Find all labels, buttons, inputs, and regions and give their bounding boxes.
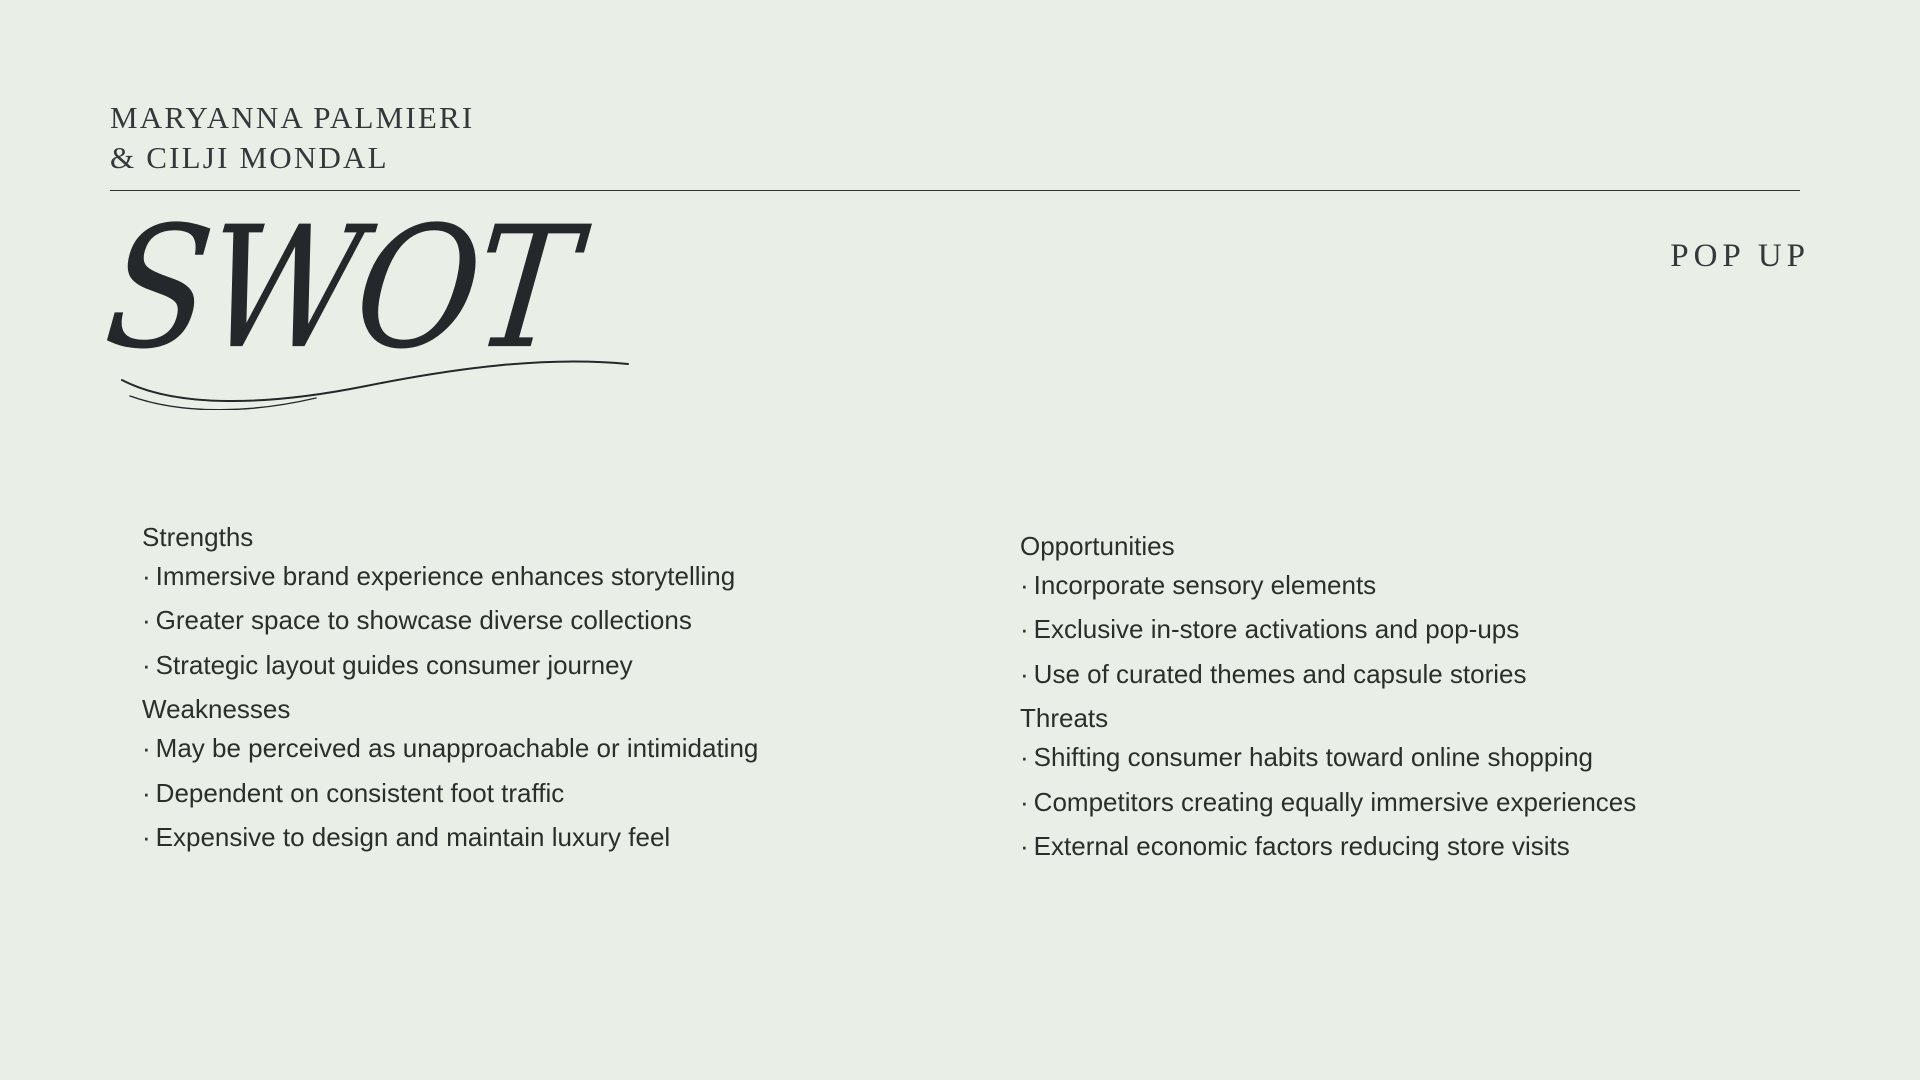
group-heading: Weaknesses bbox=[142, 694, 291, 725]
list-item bbox=[1020, 657, 1880, 692]
list-item bbox=[142, 776, 880, 811]
list-item-text: Expensive to design and maintain luxury feel bbox=[155, 821, 671, 852]
list-item bbox=[142, 731, 880, 766]
swot-column-left bbox=[0, 520, 880, 873]
list-item-text: Immersive brand experience enhances storytelling bbox=[155, 561, 736, 592]
list-item bbox=[1020, 612, 1880, 647]
bullet-dot-icon: · bbox=[142, 561, 151, 592]
bullet-dot-icon: · bbox=[142, 649, 151, 680]
list-item bbox=[142, 603, 880, 638]
page-title: SWOT bbox=[97, 191, 583, 387]
swot-group-weaknesses bbox=[142, 692, 880, 855]
bullet-dot-icon: · bbox=[1020, 786, 1029, 817]
list-item-text: Competitors creating equally immersive experiences bbox=[1033, 786, 1637, 817]
list-item bbox=[1020, 740, 1880, 775]
group-heading: Strengths bbox=[142, 522, 254, 552]
list-item-text: Dependent on consistent foot traffic bbox=[155, 777, 565, 808]
bullet-dot-icon: · bbox=[142, 821, 151, 852]
group-heading: Opportunities bbox=[1020, 531, 1175, 561]
list-item-text: Exclusive in-store activations and pop-ups bbox=[1033, 614, 1520, 645]
group-heading: Threats bbox=[1020, 703, 1109, 734]
author-line-1: MARYANNA PALMIERI bbox=[110, 100, 475, 135]
list-item-text: Strategic layout guides consumer journey bbox=[155, 649, 633, 680]
swot-group-opportunities bbox=[1020, 529, 1880, 692]
list-item-text: Incorporate sensory elements bbox=[1033, 570, 1377, 601]
bullet-dot-icon: · bbox=[1020, 742, 1029, 773]
list-item-text: External economic factors reducing store visits bbox=[1033, 830, 1570, 861]
bullet-dot-icon: · bbox=[1020, 614, 1029, 645]
list-item bbox=[1020, 785, 1880, 820]
bullet-dot-icon: · bbox=[142, 777, 151, 808]
slide-title-block bbox=[97, 191, 808, 404]
author-names bbox=[110, 98, 1810, 177]
bullet-dot-icon: · bbox=[1020, 570, 1029, 601]
list-item-text: Use of curated themes and capsule stories bbox=[1033, 658, 1527, 689]
section-label: POP UP bbox=[1670, 238, 1810, 274]
slide-header bbox=[110, 98, 1810, 191]
list-item bbox=[142, 820, 880, 855]
list-item bbox=[1020, 568, 1880, 603]
bullet-dot-icon: · bbox=[1020, 830, 1029, 861]
list-item bbox=[142, 559, 880, 594]
list-item-text: Greater space to showcase diverse collections bbox=[155, 605, 692, 636]
bullet-dot-icon: · bbox=[1020, 658, 1029, 689]
list-item-text: May be perceived as unapproachable or intimidating bbox=[155, 733, 759, 764]
list-item bbox=[1020, 829, 1880, 864]
swot-group-strengths bbox=[142, 520, 880, 683]
bullet-dot-icon: · bbox=[142, 733, 151, 764]
list-item bbox=[142, 648, 880, 683]
swot-column-right bbox=[880, 520, 1880, 873]
swot-group-threats bbox=[1020, 701, 1880, 864]
list-item-text: Shifting consumer habits toward online shopping bbox=[1033, 742, 1594, 773]
author-line-2: & CILJI MONDAL bbox=[110, 139, 389, 175]
swot-columns bbox=[0, 520, 1920, 873]
bullet-dot-icon: · bbox=[142, 605, 151, 636]
